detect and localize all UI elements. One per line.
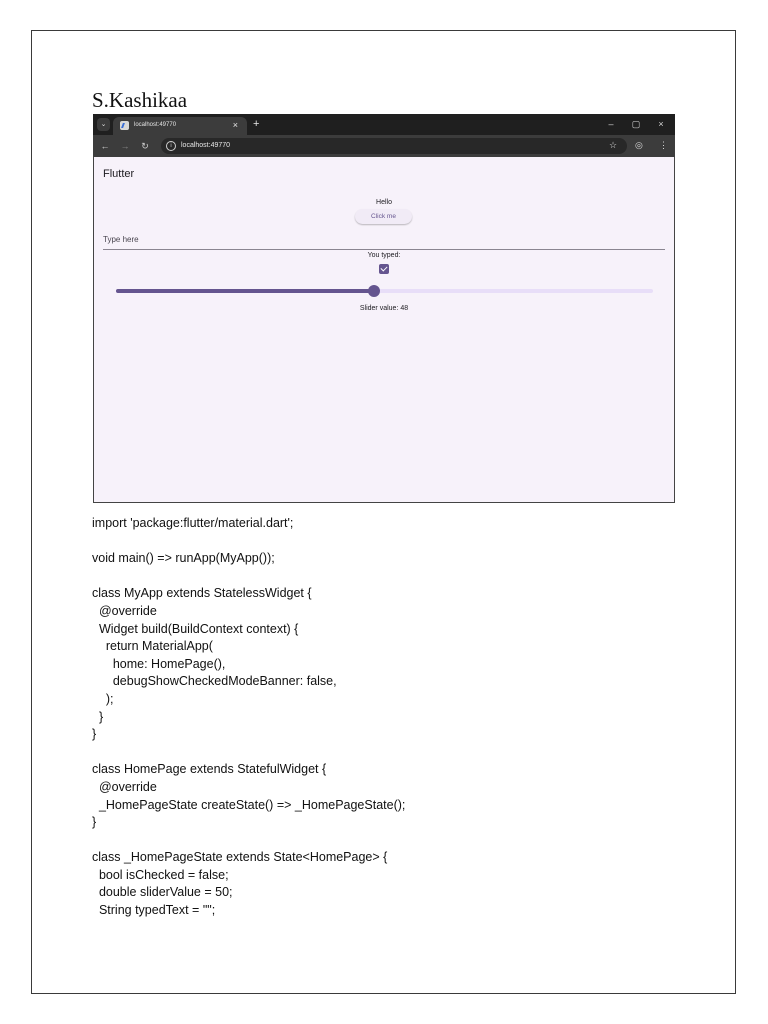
browser-tab[interactable]: [113, 117, 247, 135]
typed-text-label: You typed:: [367, 252, 401, 259]
code-line: class HomePage extends StatefulWidget {: [92, 762, 327, 777]
checkbox[interactable]: [379, 264, 389, 274]
browser-toolbar: [93, 135, 675, 157]
code-line: }: [92, 709, 104, 724]
maximize-icon[interactable]: ▢: [631, 119, 641, 129]
reload-icon[interactable]: ↻: [141, 141, 149, 151]
code-line: debugShowCheckedModeBanner: false,: [92, 674, 337, 689]
code-line: }: [92, 815, 97, 830]
slider-value-label: Slider value: 48: [359, 305, 409, 312]
code-line: [92, 744, 405, 762]
address-bar[interactable]: [161, 138, 627, 154]
author-name: S.Kashikaa: [92, 88, 188, 112]
slider-active-track: [116, 289, 374, 293]
code-line: void main() => runApp(MyApp());: [92, 551, 275, 566]
code-line: _HomePageState createState() => _HomePageState();: [92, 797, 406, 812]
tab-close-icon[interactable]: ×: [232, 120, 238, 130]
new-tab-icon[interactable]: +: [253, 118, 260, 130]
code-line: [92, 533, 405, 551]
minimize-icon[interactable]: –: [608, 119, 614, 129]
code-line: class MyApp extends StatelessWidget {: [92, 586, 312, 601]
code-line: return MaterialApp(: [92, 639, 213, 654]
code-line: @override: [92, 779, 157, 794]
code-line: [92, 832, 405, 850]
input-placeholder: Type here: [103, 235, 139, 244]
click-me-button[interactable]: Click me: [355, 209, 412, 224]
code-line: );: [92, 691, 114, 706]
code-line: home: HomePage(),: [92, 656, 226, 671]
tab-title: localhost:49770: [134, 122, 177, 128]
code-line: Widget build(BuildContext context) {: [92, 621, 299, 636]
code-line: String typedText = "";: [92, 903, 216, 918]
close-window-icon[interactable]: ×: [658, 119, 664, 129]
app-title: Flutter: [103, 168, 135, 180]
slider[interactable]: [116, 289, 653, 293]
type-here-input[interactable]: [103, 230, 665, 250]
browser-screenshot: [93, 114, 675, 503]
tab-search-icon[interactable]: ⌄: [97, 118, 110, 131]
site-info-icon[interactable]: i: [166, 141, 176, 151]
browser-tab-bar: [93, 114, 675, 135]
browser-menu-icon[interactable]: ⋮: [659, 140, 668, 150]
forward-icon[interactable]: →: [120, 141, 130, 151]
profile-icon[interactable]: ◎: [635, 140, 643, 150]
url-text[interactable]: localhost:49770: [181, 142, 231, 149]
bookmark-star-icon[interactable]: ☆: [609, 140, 618, 150]
code-line: [92, 568, 405, 586]
slider-thumb[interactable]: [368, 285, 380, 297]
code-line: double sliderValue = 50;: [92, 885, 233, 900]
flutter-favicon-icon: [120, 121, 129, 130]
back-icon[interactable]: ←: [100, 141, 110, 151]
code-line: import 'package:flutter/material.dart';: [92, 516, 294, 530]
hello-text: Hello: [376, 199, 392, 206]
code-line: }: [92, 727, 97, 742]
code-line: bool isChecked = false;: [92, 867, 229, 882]
code-line: class _HomePageState extends State<HomePage> {: [92, 850, 388, 865]
code-line: @override: [92, 603, 157, 618]
code-listing: [92, 515, 405, 920]
